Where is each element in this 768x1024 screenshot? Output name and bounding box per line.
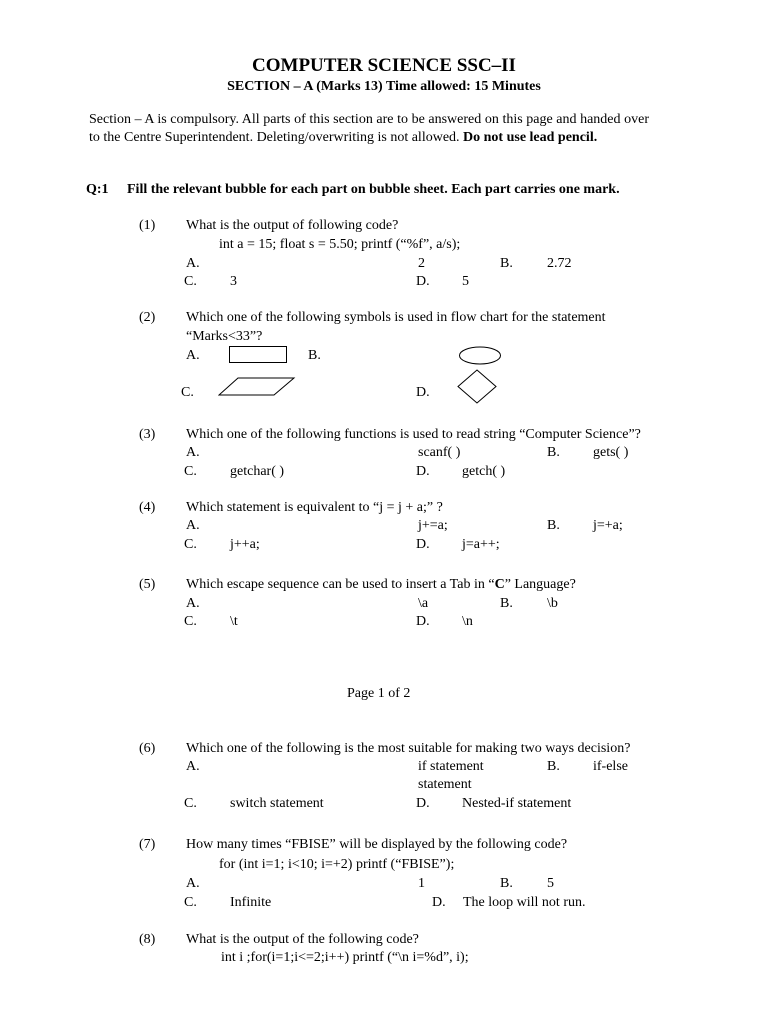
question-1-number: (1) [139, 218, 156, 233]
option-a-label: A. [186, 445, 200, 460]
option-d: j=a++; [462, 537, 500, 552]
option-c-label: C. [184, 537, 197, 552]
question-7-code: for (int i=1; i<10; i=+2) printf (“FBISE”); [219, 857, 455, 872]
option-b-label: B. [500, 596, 513, 611]
option-b: \b [547, 596, 558, 611]
option-a-label: A. [186, 256, 200, 271]
option-b: gets( ) [593, 445, 629, 460]
option-a-label: A. [186, 518, 200, 533]
option-b-label: B. [500, 256, 513, 271]
option-b: j=+a; [593, 518, 623, 533]
option-c: Infinite [230, 895, 272, 910]
page-number: Page 1 of 2 [347, 686, 411, 701]
option-b: 2.72 [547, 256, 572, 271]
option-c: \t [230, 614, 238, 629]
parallelogram-symbol-icon [218, 377, 298, 396]
option-d: 5 [462, 274, 469, 289]
option-c-label: C. [184, 274, 197, 289]
option-d-label: D. [432, 895, 446, 910]
question-3-text: Which one of the following functions is used to read string “Computer Science”? [186, 427, 641, 442]
option-a: j+=a; [418, 518, 448, 533]
question-5-text-pre: Which escape sequence can be used to insert a Tab in “ [186, 577, 495, 592]
option-a-label: A. [186, 759, 200, 774]
option-c: j++a; [230, 537, 260, 552]
question-5-text-post: ” Language? [504, 577, 576, 592]
question-8-number: (8) [139, 932, 156, 947]
question-3-number: (3) [139, 427, 156, 442]
option-c-label: C. [184, 614, 197, 629]
option-b-label: B. [547, 759, 560, 774]
question-5-text-bold: C [494, 577, 505, 592]
option-c-label: C. [184, 464, 197, 479]
option-a-label: A. [186, 596, 200, 611]
option-a: scanf( ) [418, 445, 461, 460]
option-b: if-else [593, 759, 628, 774]
diamond-symbol-icon [457, 369, 499, 405]
section-subtitle: SECTION – A (Marks 13) Time allowed: 15 Minutes [227, 79, 541, 94]
option-b-label: B. [500, 876, 513, 891]
option-d: getch( ) [462, 464, 506, 479]
question-6-number: (6) [139, 741, 156, 756]
option-d: Nested-if statement [462, 796, 572, 811]
option-d-label: D. [416, 614, 430, 629]
option-a-label: A. [186, 348, 200, 363]
question-8-code: int i ;for(i=1;i<=2;i++) printf (“\n i=%d”, i); [221, 950, 469, 965]
option-d-label: D. [416, 537, 430, 552]
option-c-label: C. [184, 796, 197, 811]
question-heading-text: Fill the relevant bubble for each part on bubble sheet. Each part carries one mark. [127, 182, 620, 197]
option-b-label: B. [547, 518, 560, 533]
option-d-label: D. [416, 796, 430, 811]
instructions-text: Section – A is compulsory. All parts of this section are to be answered on this page and handed over to the Centre Superintendent. Deleting/overwriting is not allowed. [89, 112, 649, 145]
option-c-label: C. [181, 385, 194, 400]
question-7-text: How many times “FBISE” will be displayed by the following code? [186, 837, 568, 852]
instructions-emphasis: Do not use lead pencil. [463, 130, 598, 145]
oval-symbol-icon [459, 346, 503, 366]
option-a: \a [418, 596, 429, 611]
question-4-text: Which statement is equivalent to “j = j + a;” ? [186, 500, 443, 515]
option-a: if statement [418, 759, 484, 774]
option-a: 1 [418, 876, 425, 891]
option-c: 3 [230, 274, 237, 289]
option-d: The loop will not run. [463, 895, 586, 910]
instructions [89, 111, 649, 147]
question-2-text: Which one of the following symbols is used in flow chart for the statement [186, 310, 606, 325]
question-5-number: (5) [139, 577, 156, 592]
question-1-text: What is the output of following code? [186, 218, 399, 233]
question-heading-number: Q:1 [86, 182, 109, 197]
option-b-cont: statement [418, 777, 472, 792]
question-5-text [186, 576, 576, 594]
option-a-label: A. [186, 876, 200, 891]
option-c-label: C. [184, 895, 197, 910]
question-6-text: Which one of the following is the most suitable for making two ways decision? [186, 741, 631, 756]
option-d-label: D. [416, 464, 430, 479]
option-c: switch statement [230, 796, 324, 811]
rectangle-symbol-icon [229, 346, 289, 364]
option-d-label: D. [416, 274, 430, 289]
question-2-text-cont: “Marks<33”? [186, 329, 263, 344]
page-title: COMPUTER SCIENCE SSC–II [252, 55, 516, 76]
option-a: 2 [418, 256, 425, 271]
option-d-label: D. [416, 385, 430, 400]
option-b: 5 [547, 876, 554, 891]
option-d: \n [462, 614, 473, 629]
option-b-label: B. [308, 348, 321, 363]
question-8-text: What is the output of the following code? [186, 932, 419, 947]
option-c: getchar( ) [230, 464, 285, 479]
question-2-number: (2) [139, 310, 156, 325]
question-heading [86, 181, 620, 199]
question-7-number: (7) [139, 837, 156, 852]
question-1-code: int a = 15; float s = 5.50; printf (“%f”, a/s); [219, 237, 461, 252]
option-b-label: B. [547, 445, 560, 460]
question-4-number: (4) [139, 500, 156, 515]
